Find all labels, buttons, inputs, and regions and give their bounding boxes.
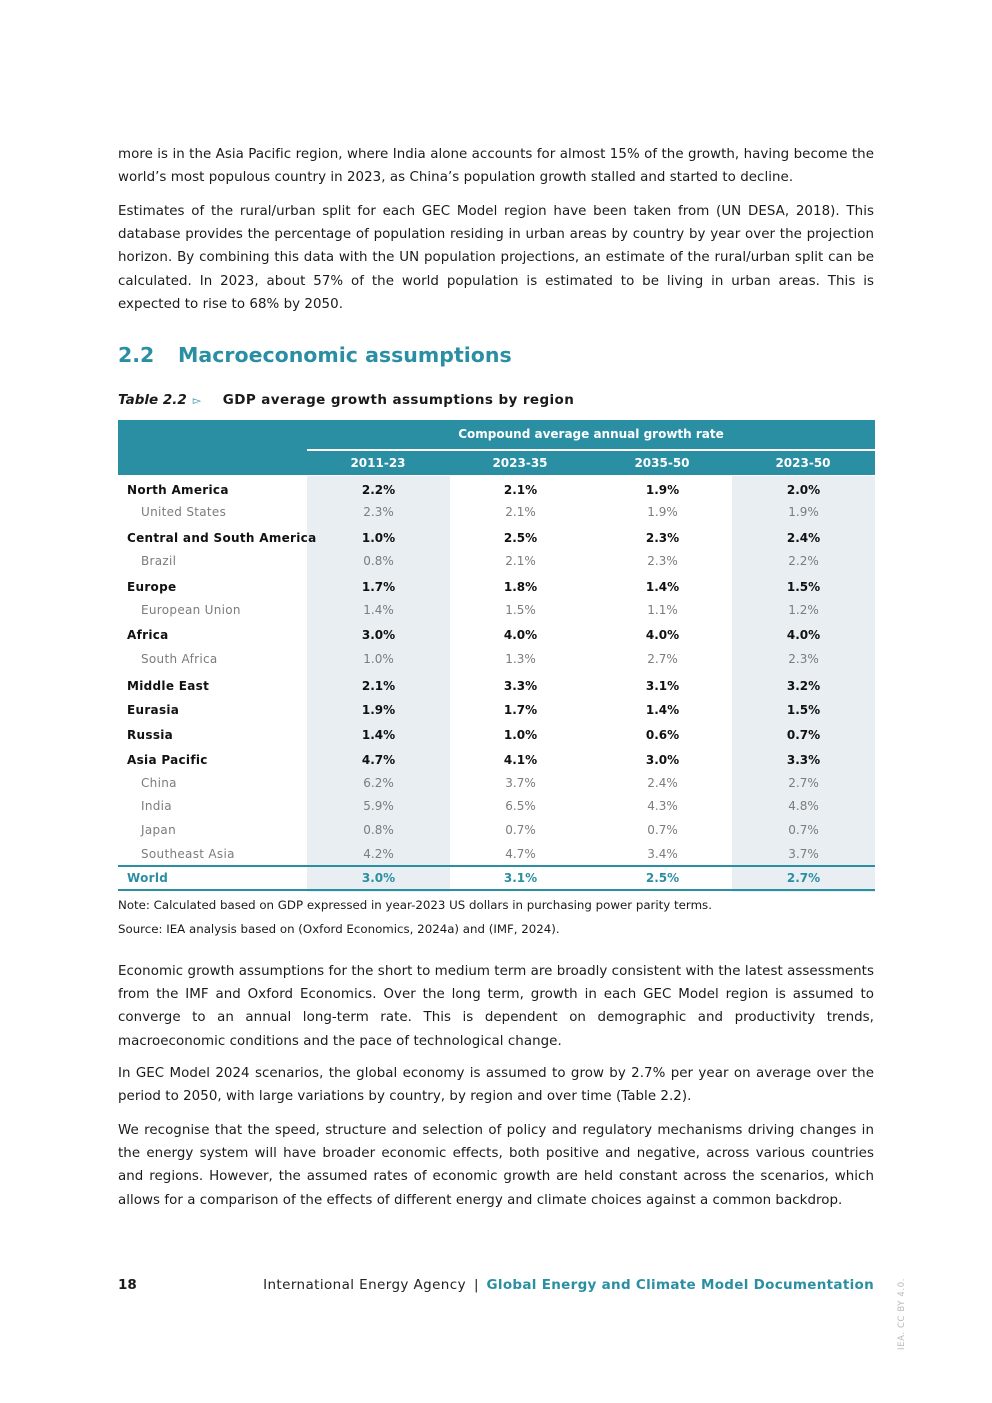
- growth-value: 0.8%: [363, 554, 394, 568]
- growth-value: 2.1%: [505, 505, 536, 519]
- growth-value: 1.0%: [503, 728, 538, 742]
- growth-value: 2.1%: [503, 483, 538, 497]
- growth-value: 3.1%: [503, 871, 538, 885]
- growth-value: 2.7%: [647, 652, 678, 666]
- region-name: India: [141, 799, 172, 813]
- footer-agency: International Energy Agency: [263, 1277, 466, 1293]
- region-name: North America: [127, 483, 229, 497]
- region-name: Europe: [127, 580, 177, 594]
- growth-value: 2.2%: [361, 483, 396, 497]
- growth-value: 3.0%: [361, 628, 396, 642]
- growth-value: 4.0%: [786, 628, 821, 642]
- table-row: [118, 527, 875, 550]
- growth-value: 4.7%: [361, 753, 396, 767]
- region-name: European Union: [141, 603, 241, 617]
- super-header: Compound average annual growth rate: [458, 427, 724, 441]
- growth-value: 2.7%: [786, 871, 821, 885]
- growth-value: 1.8%: [503, 580, 538, 594]
- region-name: Middle East: [127, 679, 210, 693]
- growth-value: 4.1%: [503, 753, 538, 767]
- table-row: [118, 819, 875, 842]
- growth-value: 1.4%: [361, 728, 396, 742]
- region-name: Southeast Asia: [141, 847, 235, 861]
- growth-value: 2.4%: [786, 531, 821, 545]
- section-number: 2.2: [118, 343, 155, 367]
- growth-value: 2.0%: [786, 483, 821, 497]
- region-name: United States: [141, 505, 227, 519]
- column-header: 2023-50: [775, 456, 831, 470]
- growth-value: 2.1%: [361, 679, 396, 693]
- growth-value: 2.3%: [647, 554, 678, 568]
- growth-value: 2.7%: [788, 776, 819, 790]
- growth-value: 0.6%: [645, 728, 680, 742]
- section-heading: [118, 343, 512, 367]
- table-row: [118, 675, 875, 698]
- growth-value: 1.9%: [647, 505, 678, 519]
- growth-value: 2.2%: [788, 554, 819, 568]
- body-paragraph-4: In GEC Model 2024 scenarios, the global economy is assumed to grow by 2.7% per year on average over the period to 2050, with large variations by country, by region and over time (Table 2.2).: [118, 1066, 874, 1105]
- growth-value: 1.4%: [363, 603, 394, 617]
- growth-value: 2.3%: [788, 652, 819, 666]
- growth-value: 3.4%: [647, 847, 678, 861]
- page-number: 18: [118, 1277, 137, 1293]
- growth-value: 3.0%: [645, 753, 680, 767]
- footer-document-title: Global Energy and Climate Model Documentation: [486, 1277, 874, 1293]
- table-row: [118, 772, 875, 795]
- body-paragraph-2: Estimates of the rural/urban split for each GEC Model region have been taken from (UN DESA, 2018). This database provides the percentage of population residing in urban areas by country by year over the projection horizon. By combining this data with the UN population projections, an estimate of the rural/urban split can be calculated. In 2023, about 57% of the world population is estimated to be living in urban areas. This is expected to rise to 68% by 2050.: [118, 204, 874, 312]
- growth-value: 1.0%: [361, 531, 396, 545]
- growth-value: 1.9%: [645, 483, 680, 497]
- region-name: Russia: [127, 728, 174, 742]
- growth-value: 6.5%: [505, 799, 536, 813]
- growth-value: 1.4%: [645, 703, 680, 717]
- growth-value: 0.7%: [786, 728, 821, 742]
- growth-value: 1.9%: [361, 703, 396, 717]
- column-header: 2023-35: [492, 456, 548, 470]
- growth-value: 5.9%: [363, 799, 394, 813]
- growth-value: 3.3%: [503, 679, 538, 693]
- body-paragraph-5: We recognise that the speed, structure and selection of policy and regulatory mechanisms driving changes in the energy system will have broader economic effects, both positive and negative, across various countries and regions. However, the assumed rates of economic growth are held constant across the scenarios, which allows for a comparison of the effects of different energy and climate choices against a common backdrop.: [118, 1123, 874, 1208]
- table-row: [118, 843, 875, 866]
- growth-value: 4.0%: [645, 628, 680, 642]
- table-caption: [118, 392, 574, 408]
- section-title: Macroeconomic assumptions: [178, 343, 512, 367]
- footer-separator: |: [473, 1277, 479, 1293]
- growth-value: 1.5%: [786, 580, 821, 594]
- table-row: [118, 749, 875, 772]
- growth-value: 1.9%: [788, 505, 819, 519]
- caption-arrow-icon: ▻: [192, 394, 202, 407]
- growth-value: 4.0%: [503, 628, 538, 642]
- growth-value: 1.7%: [503, 703, 538, 717]
- growth-value: 1.5%: [505, 603, 536, 617]
- growth-value: 0.7%: [788, 823, 819, 837]
- growth-value: 6.2%: [363, 776, 394, 790]
- gdp-growth-table: [118, 420, 875, 892]
- growth-value: 0.7%: [647, 823, 678, 837]
- table-row: [118, 479, 875, 502]
- body-paragraph-3: Economic growth assumptions for the short to medium term are broadly consistent with the latest assessments from the IMF and Oxford Economics. Over the long term, growth in each GEC Model region is assumed to converge to an annual long-term rate. This is dependent on demographic and productivity trends, macroeconomic conditions and the pace of technological change.: [118, 964, 874, 1049]
- growth-value: 1.5%: [786, 703, 821, 717]
- body-paragraph-1: more is in the Asia Pacific region, where India alone accounts for almost 15% of the growth, having become the world’s most populous country in 2023, as China’s population growth stalled and started to decline.: [118, 147, 874, 186]
- region-name: Brazil: [141, 554, 177, 568]
- table-title: GDP average growth assumptions by region: [222, 392, 575, 408]
- region-name: Africa: [127, 628, 169, 642]
- growth-value: 0.8%: [363, 823, 394, 837]
- growth-value: 3.3%: [786, 753, 821, 767]
- table-row: [118, 550, 875, 573]
- growth-value: 3.2%: [786, 679, 821, 693]
- table-row: [118, 599, 875, 622]
- growth-value: 2.4%: [647, 776, 678, 790]
- region-name: South Africa: [141, 652, 218, 666]
- growth-value: 4.8%: [788, 799, 819, 813]
- region-name: Central and South America: [127, 531, 317, 545]
- table-label: Table 2.2: [118, 392, 187, 408]
- growth-value: 3.0%: [361, 871, 396, 885]
- growth-value: 4.7%: [505, 847, 536, 861]
- region-name: World: [127, 871, 169, 885]
- growth-value: 1.0%: [363, 652, 394, 666]
- region-name: Eurasia: [127, 703, 180, 717]
- growth-value: 2.3%: [645, 531, 680, 545]
- region-name: Asia Pacific: [127, 753, 208, 767]
- growth-value: 3.7%: [788, 847, 819, 861]
- table-source: Source: IEA analysis based on (Oxford Economics, 2024a) and (IMF, 2024).: [118, 922, 560, 936]
- table-row: [118, 795, 875, 818]
- column-header: 2035-50: [634, 456, 690, 470]
- table-row: [118, 699, 875, 722]
- running-footer: [263, 1277, 874, 1293]
- growth-value: 1.4%: [645, 580, 680, 594]
- growth-value: 2.5%: [645, 871, 680, 885]
- growth-value: 4.2%: [363, 847, 394, 861]
- growth-value: 3.7%: [505, 776, 536, 790]
- license-notice: IEA. CC BY 4.0.: [897, 1278, 907, 1350]
- growth-value: 1.1%: [647, 603, 678, 617]
- region-name: China: [141, 776, 177, 790]
- table-row: [118, 624, 875, 647]
- growth-value: 3.1%: [645, 679, 680, 693]
- table-row-world: [118, 867, 875, 890]
- growth-value: 2.5%: [503, 531, 538, 545]
- table-row: [118, 501, 875, 524]
- table-note: Note: Calculated based on GDP expressed in year-2023 US dollars in purchasing power parity terms.: [118, 898, 712, 912]
- region-name: Japan: [141, 823, 176, 837]
- growth-value: 1.7%: [361, 580, 396, 594]
- growth-value: 2.3%: [363, 505, 394, 519]
- table-row: [118, 576, 875, 599]
- growth-value: 4.3%: [647, 799, 678, 813]
- growth-value: 2.1%: [505, 554, 536, 568]
- table-row: [118, 724, 875, 747]
- column-header: 2011-23: [350, 456, 406, 470]
- growth-value: 1.3%: [505, 652, 536, 666]
- growth-value: 0.7%: [505, 823, 536, 837]
- growth-value: 1.2%: [788, 603, 819, 617]
- table-row: [118, 648, 875, 671]
